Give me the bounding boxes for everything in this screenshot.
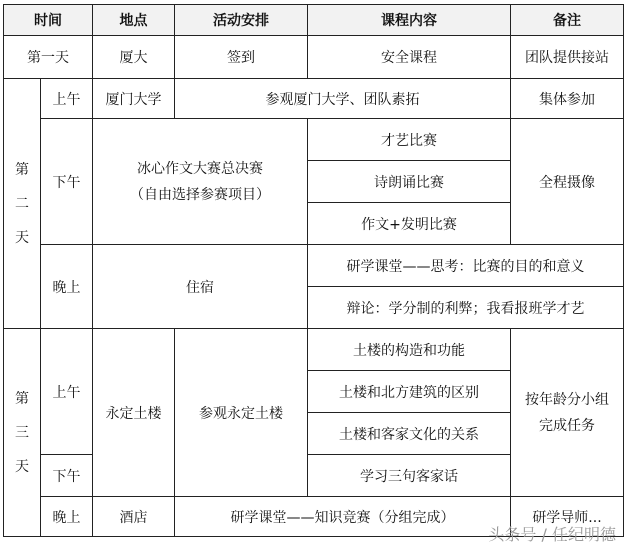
header-row — [4, 5, 624, 36]
day2-morning-note: 集体参加 — [511, 79, 624, 119]
schedule-table — [3, 4, 624, 537]
day3-note-line2: 完成任务 — [539, 417, 595, 434]
day3-note — [511, 329, 624, 497]
day1-note: 团队提供接站 — [511, 36, 624, 79]
day2-afternoon-note: 全程摄像 — [511, 119, 624, 245]
header-note: 备注 — [511, 5, 624, 36]
day1-place: 厦大 — [93, 36, 175, 79]
day2-char-2: 二 — [15, 195, 29, 212]
day2-char-1: 第 — [15, 161, 29, 178]
day3-place: 永定土楼 — [93, 329, 175, 497]
day3-afternoon-period: 下午 — [41, 455, 93, 497]
day2-afternoon-course-3: 作文+发明比赛 — [308, 203, 511, 245]
day2-afternoon-activity-line1: 冰心作文大赛总决赛 — [137, 160, 263, 177]
day1-activity: 签到 — [175, 36, 308, 79]
day2-morning-activity: 参观厦门大学、团队素拓 — [175, 79, 511, 119]
day2-evening-course-2: 辩论：学分制的利弊；我看报班学才艺 — [308, 287, 624, 329]
header-time: 时间 — [4, 5, 93, 36]
watermark: 头条号 / 任纪明德 — [488, 525, 616, 544]
day3-course-3: 土楼和客家文化的关系 — [308, 413, 511, 455]
day3-course-1: 土楼的构造和功能 — [308, 329, 511, 371]
day3-evening-note: 研学导师... — [511, 497, 624, 537]
day3-char-2: 三 — [15, 424, 29, 441]
day2-evening-activity: 住宿 — [93, 245, 308, 329]
day3-evening-course: 研学课堂——知识竞赛（分组完成） — [175, 497, 511, 537]
day3-evening-period: 晚上 — [41, 497, 93, 537]
day2-morning-row — [4, 79, 624, 119]
day2-afternoon-course-1: 才艺比赛 — [308, 119, 511, 161]
day2-evening-course-1: 研学课堂——思考：比赛的目的和意义 — [308, 245, 624, 287]
day2-afternoon-activity — [93, 119, 308, 245]
day2-label — [4, 79, 41, 329]
day3-note-line1: 按年龄分小组 — [525, 391, 609, 408]
day1-time: 第一天 — [4, 36, 93, 79]
day2-evening-row-1 — [4, 245, 624, 287]
day3-morning-period: 上午 — [41, 329, 93, 455]
day3-char-1: 第 — [15, 390, 29, 407]
day2-afternoon-period: 下午 — [41, 119, 93, 245]
day3-char-3: 天 — [15, 458, 29, 475]
day2-afternoon-course-2: 诗朗诵比赛 — [308, 161, 511, 203]
header-place: 地点 — [93, 5, 175, 36]
day2-afternoon-row-1 — [4, 119, 624, 161]
day2-char-3: 天 — [15, 229, 29, 246]
header-course: 课程内容 — [308, 5, 511, 36]
day1-row — [4, 36, 624, 79]
day2-afternoon-activity-line2: （自由选择参赛项目） — [130, 186, 270, 203]
day3-course-4: 学习三句客家话 — [308, 455, 511, 497]
header-activity: 活动安排 — [175, 5, 308, 36]
day2-morning-period: 上午 — [41, 79, 93, 119]
day3-row-1 — [4, 329, 624, 371]
day1-course: 安全课程 — [308, 36, 511, 79]
day3-activity: 参观永定土楼 — [175, 329, 308, 497]
day2-evening-period: 晚上 — [41, 245, 93, 329]
day3-evening-place: 酒店 — [93, 497, 175, 537]
day2-morning-place: 厦门大学 — [93, 79, 175, 119]
day3-course-2: 土楼和北方建筑的区别 — [308, 371, 511, 413]
day3-label — [4, 329, 41, 537]
